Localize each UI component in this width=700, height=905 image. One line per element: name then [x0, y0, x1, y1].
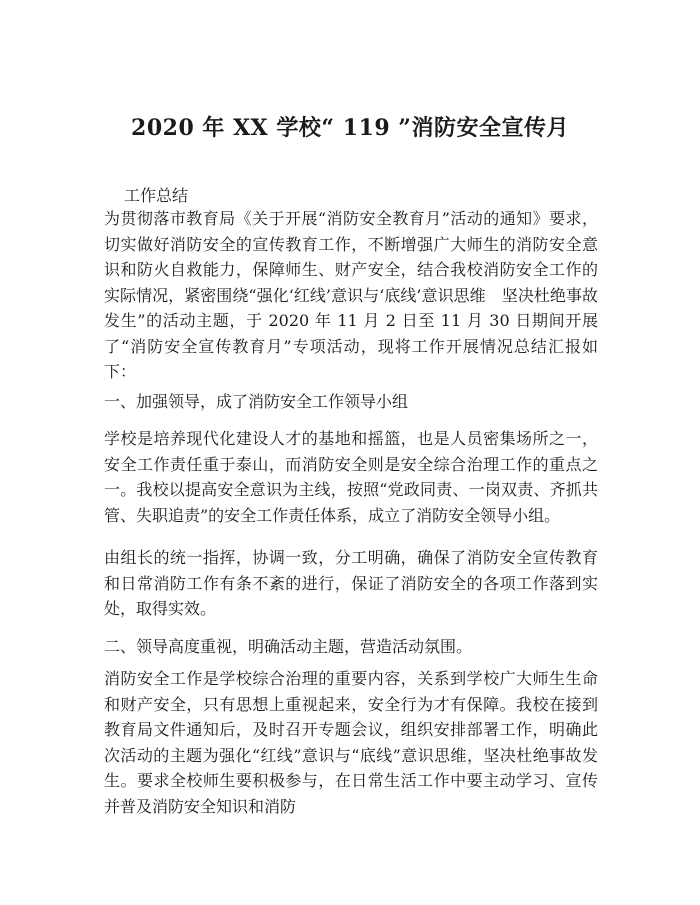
paragraph-section1-a: 学校是培养现代化建设人才的基地和摇篮，也是人员密集场所之一，安全工作责任重于泰山，而消防安全则是安全综合治理工作的重点之一。我校以提高安全意识为主线，按照“党政同责、一岗双责、齐抓共管、失职追责”的安全工作责任体系，成立了消防安全领导小组。 — [104, 429, 598, 525]
paragraph-section1-b: 由组长的统一指挥，协调一致，分工明确，确保了消防安全宣传教育和日常消防工作有条不紊的进行，保证了消防安全的各项工作落到实处，取得实效。 — [104, 548, 598, 618]
section-heading-2: 二、领导高度重视，明确活动主题，营造活动氛围。 — [104, 637, 473, 656]
section-heading-1: 一、加强领导，成了消防安全工作领导小组 — [104, 392, 409, 411]
document-title: 2020 年 XX 学校“ 119 ”消防安全宣传月 — [131, 115, 569, 141]
paragraph-intro: 为贯彻落市教育局《关于开展“消防安全教育月”活动的通知》要求，切实做好消防安全的宣传教育工作，不断增强广大师生的消防安全意识和防火自救能力，保障师生、财产安全，结合我校消防安全工作的实际情况，紧密围绕“强化‘红线’意识与‘底线’意识思维 坚决杜绝事故发生”的活动主题，于 2020 年 11 月 2 日至 11 月 30 日期间开展了“消防安全宣传教育月”专项活动，现将工作开展情况总结汇报如下： — [104, 209, 598, 381]
document-subtitle: 工作总结 — [124, 186, 189, 205]
paragraph-section2-a: 消防安全工作是学校综合治理的重要内容，关系到学校广大师生生命和财产安全，只有思想上重视起来，安全行为才有保障。我校在接到教育局文件通知后，及时召开专题会议，组织安排部署工作，明确此次活动的主题为强化“红线”意识与“底线”意识思维，坚决杜绝事故发生。要求全校师生要积极参与，在日常生活工作中要主动学习、宣传并普及消防安全知识和消防 — [104, 669, 598, 816]
